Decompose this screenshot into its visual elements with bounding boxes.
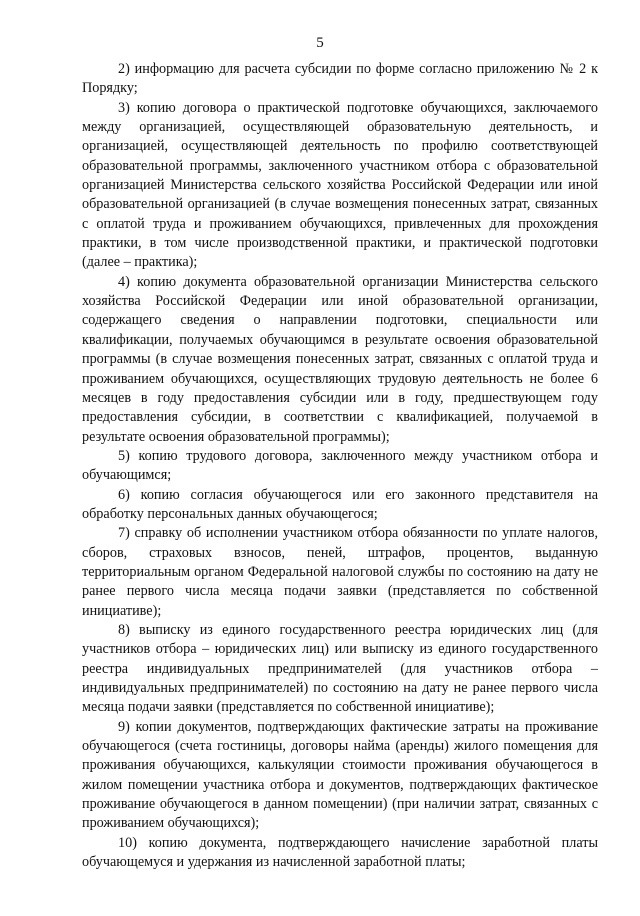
list-item-9: 9) копии документов, подтверждающих фактические затраты на проживание обучающегося (счета гостиницы, договоры найма (аренды) жилого помещения для проживания обучающихся, калькуляции стоимости проживания обучающегося в жилом помещении участника отбора и документов, подтверждающих фактическое проживание обучающегося в данном помещении) (при наличии затрат, связанных с проживанием обучающихся); [82,718,598,832]
document-body [82,60,598,872]
list-item-10: 10) копию документа, подтверждающего начисление заработной платы обучающемуся и удержания из начисленной заработной платы; [82,834,598,871]
list-item-7: 7) справку об исполнении участником отбора обязанности по уплате налогов, сборов, страховых взносов, пеней, штрафов, процентов, выданную территориальным органом Федеральной налоговой службы по состоянию на дату не ранее первого числа месяца подачи заявки (представляется по собственной инициативе); [82,525,598,619]
list-item-2: 2) информацию для расчета субсидии по форме согласно приложению № 2 к Порядку; [82,61,598,97]
list-item-4: 4) копию документа образовательной организации Министерства сельского хозяйства Российской Федерации или иной образовательной организации, содержащего сведения о направлении подготовки, специальности или квалификации, получаемых обучающимся в результате освоения образовательной программы (в случае возмещения понесенных затрат, связанных с оплатой труда и проживанием обучающихся, осуществляющих трудовую деятельность не более 6 месяцев в году предоставления субсидии или в году, предшествующем году предоставления субсидии, в соответствии с квалификацией, получаемой в результате освоения образовательной программы); [82,273,598,445]
list-item-8: 8) выписку из единого государственного реестра юридических лиц (для участников отбора – юридических лиц) или выписку из единого государственного реестра индивидуальных предпринимателей (для участников отбора – индивидуальных предпринимателей) по состоянию на дату не ранее первого числа месяца подачи заявки (представляется по собственной инициативе); [82,621,598,716]
list-item-3: 3) копию договора о практической подготовке обучающихся, заключаемого между организацией, осуществляющей образовательную деятельность, и организацией, осуществляющей деятельность по профилю соответствующей образовательной программы, заключенного участником отбора с образовательной организацией Министерства сельского хозяйства Российской Федерации или иной образовательной организацией (в случае возмещения понесенных затрат, связанных с оплатой труда и проживанием обучающихся, привлеченных для прохождения практики, в том числе производственной практики, и практической подготовки (далее – практика); [82,99,598,271]
page-number: 5 [316,35,324,51]
list-item-5: 5) копию трудового договора, заключенного между участником отбора и обучающимся; [82,447,598,484]
list-item-6: 6) копию согласия обучающегося или его законного представителя на обработку персональных данных обучающегося; [82,486,598,522]
